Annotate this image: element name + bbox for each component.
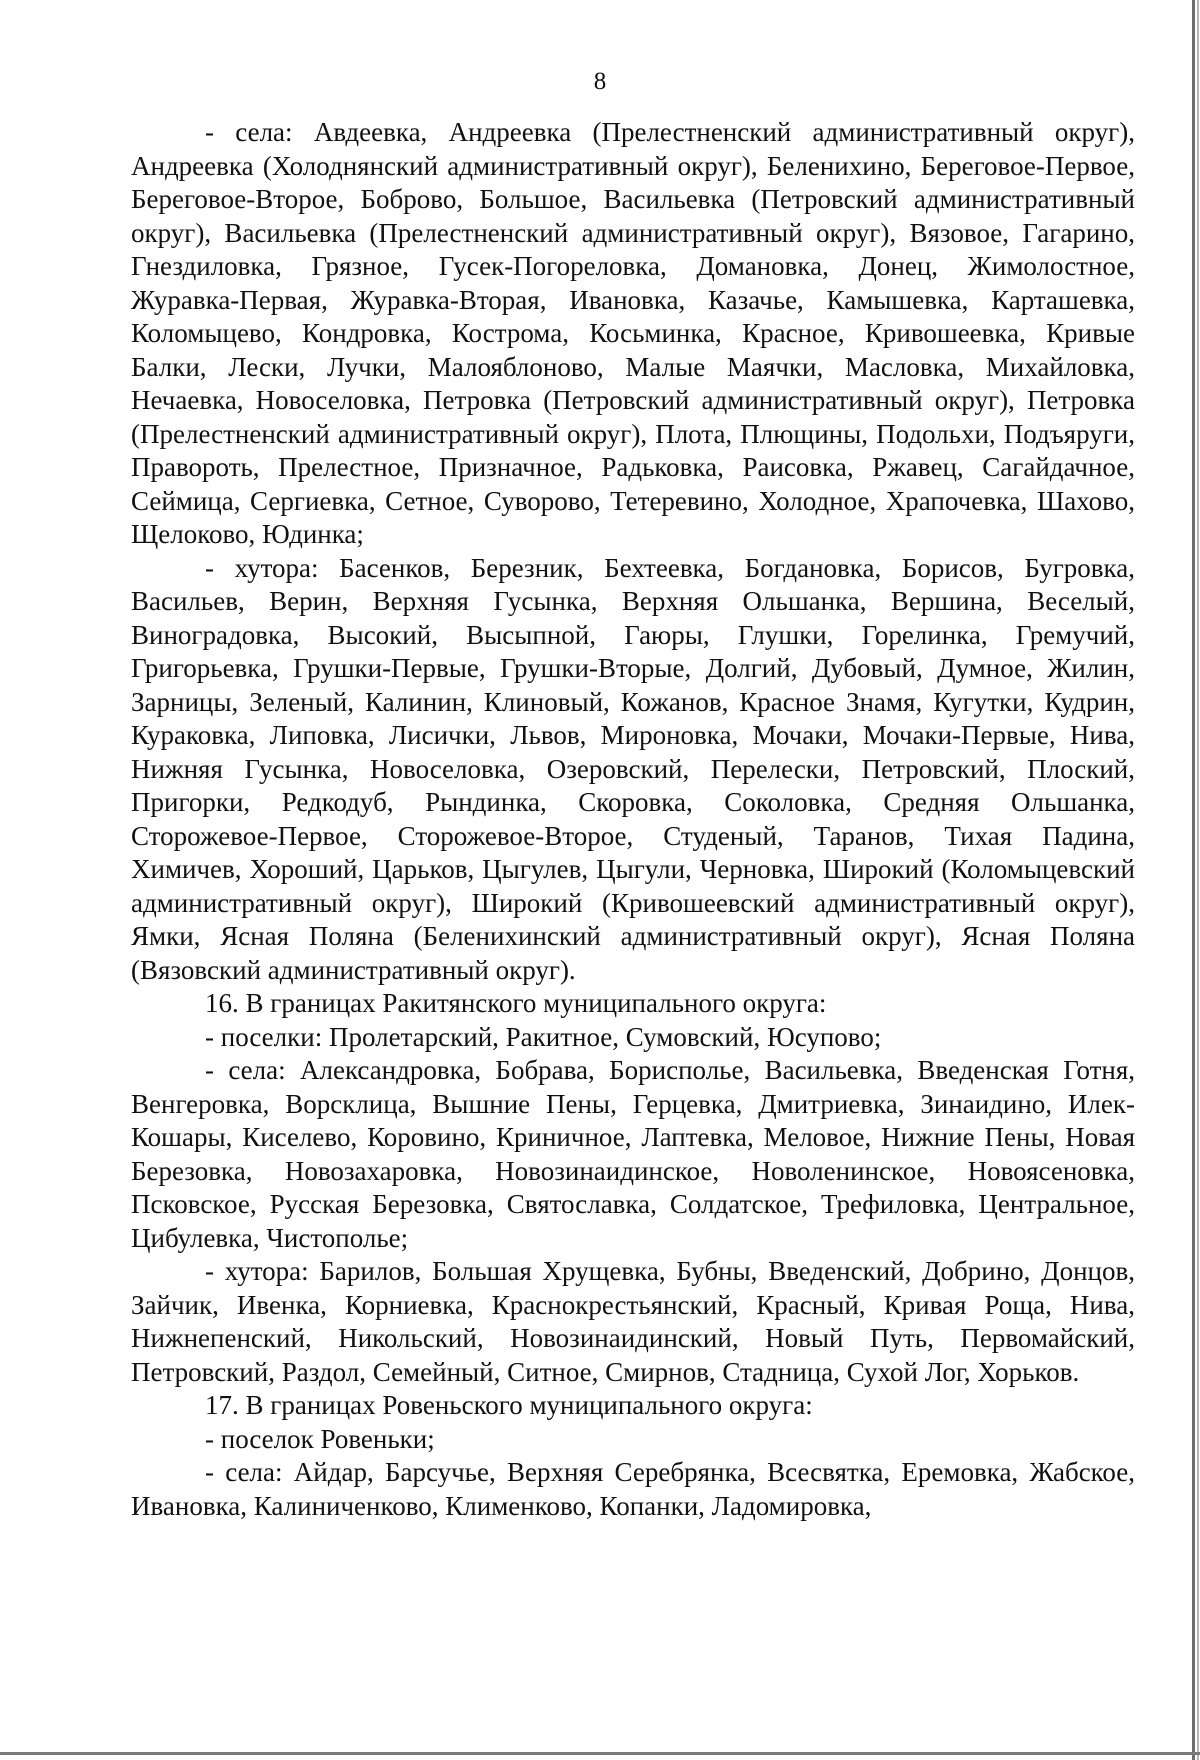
paragraph-section-16-villages: - села: Александровка, Бобрава, Борисполье, Васильевка, Введенская Готня, Венгеровка, Ворсклица, Вышние Пены, Герцевка, Дмитриевка, Зинаидино, Илек-Кошары, Киселево, Коровино, Криничное, Лаптевка, Меловое, Нижние Пены, Новая Березовка, Новозахаровка, Новозинаидинское, Новоленинское, Новоясеновка, Псковское, Русская Березовка, Святославка, Солдатское, Трефиловка, Центральное, Цибулевка, Чистополье; [131, 1055, 1135, 1253]
paragraph-villages-list: - села: Авдеевка, Андреевка (Прелестненский административный округ), Андреевка (Холоднянский административный округ), Беленихино, Береговое-Первое, Береговое-Второе, Боброво, Большое, Васильевка (Петровский административный округ), Васильевка (Прелестненский административный округ), Вязовое, Гагарино, Гнездиловка, Грязное, Гусек-Погореловка, Домановка, Донец, Жимолостное, Журавка-Первая, Журавка-Вторая, Ивановка, Казачье, Камышевка, Карташевка, Коломыцево, Кондровка, Кострома, Косьминка, Красное, Кривошеевка, Кривые Балки, Лески, Лучки, Малояблоново, Малые Маячки, Масловка, Михайловка, Нечаевка, Новоселовка, Петровка (Петровский административный округ), Петровка (Прелестненский административный округ), Плота, Плющины, Подольхи, Подъяруги, Правороть, Прелестное, Призначное, Радьковка, Раисовка, Ржавец, Сагайдачное, Сеймица, Сергиевка, Сетное, Суворово, Тетеревино, Холодное, Храпочевка, Шахово, Щелоково, Юдинка; [131, 117, 1135, 549]
scan-edge-right-light [1197, 0, 1199, 1760]
scan-edge-right [1192, 0, 1195, 1760]
document-body [131, 116, 1135, 1523]
paragraph-section-17-settlement: - поселок Ровеньки; [205, 1423, 435, 1454]
paragraph-section-16-settlements: - поселки: Пролетарский, Ракитное, Сумовский, Юсупово; [205, 1021, 882, 1052]
paragraph-section-17-villages: - села: Айдар, Барсучье, Верхняя Серебрянка, Всесвятка, Еремовка, Жабское, Ивановка, Калиниченково, Клименково, Копанки, Ладомировка, [131, 1457, 1135, 1521]
scan-edge-bottom [0, 1752, 1200, 1755]
paragraph-section-16-heading: 16. В границах Ракитянского муниципального округа: [205, 988, 827, 1018]
paragraph-farmsteads-list: - хутора: Басенков, Березник, Бехтеевка, Богдановка, Борисов, Бугровка, Васильев, Верин, Верхняя Гусынка, Верхняя Ольшанка, Вершина, Веселый, Виноградовка, Высокий, Высыпной, Гаюры, Глушки, Горелинка, Гремучий, Григорьевка, Грушки-Первые, Грушки-Вторые, Долгий, Дубовый, Думное, Жилин, Зарницы, Зеленый, Калинин, Клиновый, Кожанов, Красное Знамя, Кугутки, Кудрин, Кураковка, Липовка, Лисички, Львов, Мироновка, Мочаки, Мочаки-Первые, Нива, Нижняя Гусынка, Новоселовка, Озеровский, Перелески, Петровский, Плоский, Пригорки, Редкодуб, Рындинка, Скоровка, Соколовка, Средняя Ольшанка, Сторожевое-Первое, Сторожевое-Второе, Студеный, Таранов, Тихая Падина, Химичев, Хороший, Царьков, Цыгулев, Цыгули, Черновка, Широкий (Коломыцевский административный округ), Широкий (Кривошеевский административный округ), Ямки, Ясная Поляна (Беленихинский административный округ), Ясная Поляна (Вязовский административный округ). [131, 552, 1135, 985]
paragraph-section-17-heading: 17. В границах Ровеньского муниципального округа: [205, 1390, 813, 1420]
page-number: 8 [593, 68, 607, 95]
paragraph-section-16-farmsteads: - хутора: Барилов, Большая Хрущевка, Бубны, Введенский, Добрино, Донцов, Зайчик, Ивенка, Корниевка, Краснокрестьянский, Красный, Кривая Роща, Нива, Нижнепенский, Никольский, Новозинаидинский, Новый Путь, Первомайский, Петровский, Раздол, Семейный, Ситное, Смирнов, Стадница, Сухой Лог, Хорьков. [131, 1256, 1135, 1387]
